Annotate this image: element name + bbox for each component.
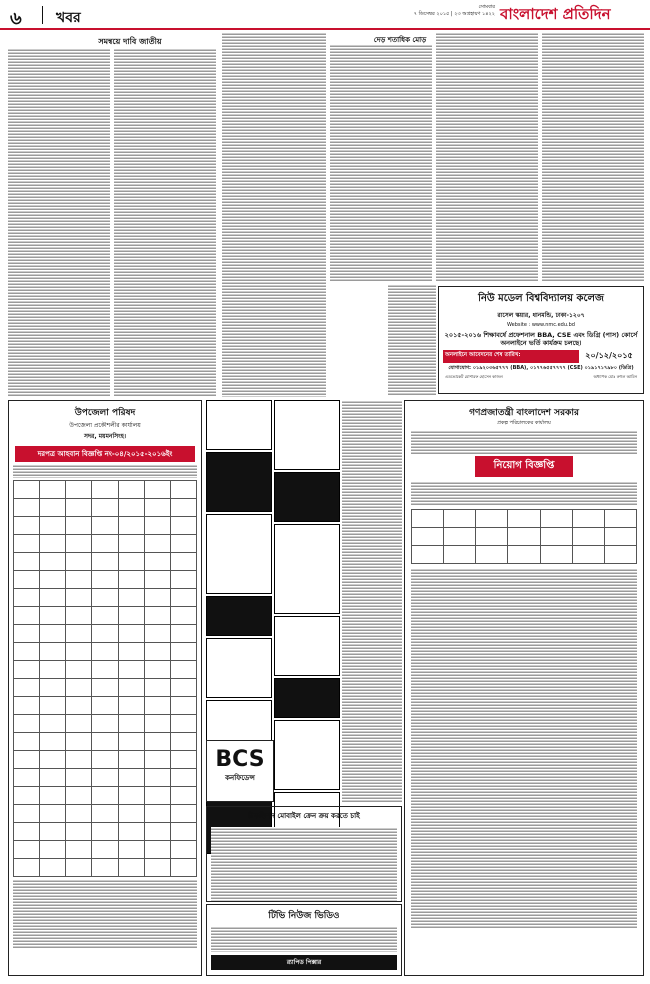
classified-ad — [206, 514, 272, 594]
table-cell — [66, 517, 92, 535]
table-cell — [66, 481, 92, 499]
table-cell — [144, 805, 170, 823]
table-cell — [540, 510, 572, 528]
table-cell — [170, 571, 196, 589]
college-title: নিউ মডেল বিশ্ববিদ্যালয় কলেজ — [478, 293, 604, 304]
table-cell — [66, 679, 92, 697]
table-cell — [144, 823, 170, 841]
mobile-crane-title: রিকন্ডিশন মোবাইল ক্রেন ক্রয় করতে চাই — [248, 812, 360, 820]
table-cell — [144, 715, 170, 733]
table-cell — [92, 733, 118, 751]
table-cell — [14, 751, 40, 769]
job-notice-title: নিয়োগ বিজ্ঞপ্তি — [475, 456, 573, 477]
table-cell — [118, 733, 144, 751]
tender-location: সদর, ময়মনসিংহ। — [83, 433, 127, 440]
weekday: সোমবার — [478, 4, 495, 10]
table-cell — [92, 859, 118, 877]
tender-grid — [13, 480, 197, 877]
table-cell — [92, 769, 118, 787]
table-cell — [14, 625, 40, 643]
bcs-label: BCS — [215, 747, 265, 772]
table-cell — [170, 787, 196, 805]
table-cell — [144, 751, 170, 769]
table-cell — [604, 510, 636, 528]
table-cell — [118, 715, 144, 733]
tender-title: দরপত্র আহবান বিজ্ঞপ্তি নং-০৪/২০১৫-২০১৬ইং — [15, 446, 195, 462]
tender-notice — [8, 400, 202, 976]
table-cell — [170, 481, 196, 499]
table-cell — [170, 823, 196, 841]
table-cell — [66, 751, 92, 769]
classified-ad — [274, 616, 340, 676]
table-row — [14, 859, 197, 877]
table-cell — [14, 841, 40, 859]
table-cell — [40, 787, 66, 805]
table-cell — [476, 510, 508, 528]
table-cell — [118, 517, 144, 535]
job-conditions — [411, 568, 637, 928]
table-cell — [118, 769, 144, 787]
table-cell — [118, 823, 144, 841]
table-cell — [170, 607, 196, 625]
table-cell — [40, 769, 66, 787]
table-cell — [14, 535, 40, 553]
table-cell — [66, 697, 92, 715]
article-col5 — [436, 32, 538, 281]
table-cell — [572, 528, 604, 546]
table-row — [14, 805, 197, 823]
tender-office: উপজেলা প্রকৌশলীর কার্যালয় — [69, 422, 141, 429]
table-cell — [40, 625, 66, 643]
table-cell — [118, 625, 144, 643]
table-cell — [118, 787, 144, 805]
table-cell — [66, 589, 92, 607]
table-cell — [92, 715, 118, 733]
table-cell — [144, 769, 170, 787]
article-col3 — [222, 32, 326, 397]
table-cell — [572, 546, 604, 564]
table-cell — [14, 769, 40, 787]
table-cell — [92, 823, 118, 841]
table-cell — [40, 571, 66, 589]
table-cell — [170, 517, 196, 535]
table-row — [412, 528, 637, 546]
classified-ad — [206, 596, 272, 636]
table-cell — [92, 607, 118, 625]
deadline-label: অনলাইনে আবেদনের শেষ তারিখ: — [443, 350, 579, 363]
full-date: ৭ ডিসেম্বর ২০১৫ | ২৩ অগ্রহায়ণ ১৪২২ — [413, 11, 495, 17]
table-cell — [14, 499, 40, 517]
table-cell — [118, 751, 144, 769]
classified-ad — [206, 452, 272, 512]
table-row — [14, 499, 197, 517]
table-cell — [40, 859, 66, 877]
table-cell — [40, 697, 66, 715]
table-cell — [476, 546, 508, 564]
job-table — [411, 509, 637, 564]
table-cell — [412, 510, 444, 528]
classified-ad — [274, 678, 340, 718]
article-col2 — [114, 48, 216, 396]
table-cell — [92, 625, 118, 643]
table-cell — [66, 643, 92, 661]
table-cell — [66, 841, 92, 859]
table-cell — [144, 841, 170, 859]
tv-news-company: র‍্যাপিড পিক্সার — [211, 955, 397, 970]
table-cell — [170, 535, 196, 553]
table-cell — [40, 751, 66, 769]
table-cell — [92, 517, 118, 535]
table-cell — [40, 841, 66, 859]
table-row — [14, 643, 197, 661]
table-cell — [572, 510, 604, 528]
table-cell — [118, 481, 144, 499]
table-cell — [14, 715, 40, 733]
college-website: Website : www.nmc.edu.bd — [507, 322, 575, 328]
classified-ad — [274, 524, 340, 614]
section-name: খবর — [56, 10, 81, 26]
table-cell — [14, 859, 40, 877]
table-cell — [14, 643, 40, 661]
table-cell — [92, 679, 118, 697]
table-cell — [66, 769, 92, 787]
table-row — [14, 787, 197, 805]
gov-org: গণপ্রজাতন্ত্রী বাংলাদেশ সরকার — [469, 408, 579, 418]
table-row — [14, 535, 197, 553]
table-cell — [118, 697, 144, 715]
classified-ad — [206, 400, 272, 450]
table-cell — [40, 661, 66, 679]
table-cell — [144, 553, 170, 571]
table-cell — [412, 528, 444, 546]
table-row — [14, 679, 197, 697]
table-cell — [144, 661, 170, 679]
table-cell — [604, 528, 636, 546]
table-cell — [14, 679, 40, 697]
table-cell — [118, 499, 144, 517]
table-cell — [170, 499, 196, 517]
table-cell — [118, 571, 144, 589]
table-cell — [66, 625, 92, 643]
mobile-crane-ad — [206, 806, 402, 902]
table-cell — [14, 661, 40, 679]
table-row — [14, 733, 197, 751]
table-cell — [40, 607, 66, 625]
classified-ad — [274, 472, 340, 522]
job-notice — [404, 400, 644, 976]
table-cell — [444, 510, 476, 528]
table-cell — [14, 571, 40, 589]
table-cell — [40, 643, 66, 661]
table-cell — [66, 535, 92, 553]
table-cell — [508, 510, 540, 528]
tender-intro — [13, 464, 197, 478]
table-row — [14, 697, 197, 715]
table-cell — [66, 661, 92, 679]
table-cell — [170, 769, 196, 787]
table-row — [14, 625, 197, 643]
table-cell — [144, 859, 170, 877]
table-cell — [444, 546, 476, 564]
table-cell — [40, 805, 66, 823]
table-cell — [118, 535, 144, 553]
table-cell — [170, 679, 196, 697]
table-cell — [14, 733, 40, 751]
table-cell — [170, 661, 196, 679]
table-cell — [118, 841, 144, 859]
article-col1 — [8, 48, 110, 396]
table-cell — [540, 528, 572, 546]
table-cell — [66, 571, 92, 589]
table-cell — [170, 751, 196, 769]
tender-footer — [13, 879, 197, 949]
table-cell — [92, 661, 118, 679]
table-cell — [170, 625, 196, 643]
principal-name: অধ্যাপক মোঃ রুহুল আমিন — [593, 374, 637, 379]
classified-col2 — [274, 400, 340, 868]
table-cell — [66, 733, 92, 751]
classified-ad — [274, 400, 340, 470]
tender-table — [13, 480, 197, 877]
newspaper-logo: বাংলাদেশ প্রতিদিন — [500, 5, 611, 23]
tv-news-title: টিভি নিউজ ভিডিও — [268, 911, 340, 921]
small-ad-col — [388, 284, 436, 396]
college-address: রাসেল স্কয়ার, ধানমন্ডি, ঢাকা-১২০৭ — [497, 312, 585, 319]
table-cell — [66, 859, 92, 877]
table-row — [412, 510, 637, 528]
table-cell — [40, 823, 66, 841]
table-cell — [144, 481, 170, 499]
table-cell — [170, 589, 196, 607]
table-row — [14, 661, 197, 679]
table-cell — [508, 546, 540, 564]
table-cell — [118, 679, 144, 697]
table-cell — [144, 679, 170, 697]
table-cell — [144, 733, 170, 751]
table-cell — [66, 553, 92, 571]
table-cell — [476, 528, 508, 546]
table-cell — [92, 553, 118, 571]
table-row — [412, 546, 637, 564]
table-row — [14, 823, 197, 841]
classified-ad — [206, 638, 272, 698]
college-headline: ২০১৫-২০১৬ শিক্ষাবর্ষে প্রফেশনাল BBA, CSE এবং ডিগ্রি (পাস) কোর্সে অনলাইনে ভর্তি কার্যক্রম চলছে। — [444, 331, 638, 347]
table-cell — [92, 535, 118, 553]
table-cell — [92, 751, 118, 769]
table-row — [14, 571, 197, 589]
table-cell — [170, 697, 196, 715]
table-cell — [604, 546, 636, 564]
table-row — [14, 481, 197, 499]
table-cell — [118, 859, 144, 877]
table-cell — [14, 589, 40, 607]
table-cell — [170, 859, 196, 877]
table-cell — [170, 805, 196, 823]
table-cell — [144, 589, 170, 607]
table-cell — [144, 571, 170, 589]
job-intro — [411, 481, 637, 505]
table-cell — [14, 481, 40, 499]
table-row — [14, 715, 197, 733]
table-cell — [40, 517, 66, 535]
table-cell — [40, 733, 66, 751]
table-cell — [92, 841, 118, 859]
table-cell — [118, 661, 144, 679]
table-cell — [118, 805, 144, 823]
table-cell — [40, 535, 66, 553]
table-cell — [92, 805, 118, 823]
table-cell — [92, 787, 118, 805]
table-cell — [92, 697, 118, 715]
deadline-date: ২০/১২/২০১৫ — [585, 351, 633, 360]
deadline-bar — [443, 350, 639, 363]
table-cell — [118, 589, 144, 607]
page-header — [0, 0, 650, 30]
table-cell — [40, 589, 66, 607]
table-cell — [118, 643, 144, 661]
table-cell — [40, 499, 66, 517]
job-grid — [411, 509, 637, 564]
table-cell — [66, 805, 92, 823]
gov-header-body — [411, 430, 637, 454]
table-cell — [92, 643, 118, 661]
table-cell — [14, 823, 40, 841]
table-cell — [14, 787, 40, 805]
bcs-ad — [206, 740, 274, 802]
table-cell — [14, 697, 40, 715]
table-cell — [66, 607, 92, 625]
article-col6 — [542, 32, 644, 281]
table-cell — [14, 805, 40, 823]
table-row — [14, 841, 197, 859]
article-col1-title: সমন্বয়ে দাবি জাতীয় — [98, 37, 162, 46]
tv-news-ad — [206, 904, 402, 976]
table-cell — [92, 481, 118, 499]
table-row — [14, 751, 197, 769]
table-cell — [14, 607, 40, 625]
mobile-crane-body — [211, 827, 397, 901]
table-cell — [144, 535, 170, 553]
table-row — [14, 553, 197, 571]
table-cell — [412, 546, 444, 564]
table-row — [14, 517, 197, 535]
table-cell — [170, 553, 196, 571]
table-cell — [66, 787, 92, 805]
table-cell — [40, 553, 66, 571]
table-cell — [92, 499, 118, 517]
tender-org: উপজেলা পরিষদ — [74, 408, 136, 418]
college-contact: যোগাযোগ: ০১৯২০৩৬৫৭৭৭ (BBA), ০১৭৭৬৫৫৭৭৭৭ (CSE) ০১৯১৭১৭৯৮০ (ডিগ্রি) — [448, 365, 634, 371]
bcs-sublabel: কনফিডেন্স — [225, 774, 255, 782]
table-cell — [540, 546, 572, 564]
table-cell — [170, 643, 196, 661]
table-cell — [66, 715, 92, 733]
table-cell — [508, 528, 540, 546]
table-cell — [170, 715, 196, 733]
table-cell — [40, 679, 66, 697]
table-cell — [144, 697, 170, 715]
mid-classified-col — [342, 400, 402, 802]
table-cell — [92, 571, 118, 589]
college-signatures — [445, 374, 637, 381]
table-row — [14, 589, 197, 607]
table-cell — [444, 528, 476, 546]
table-cell — [144, 499, 170, 517]
table-cell — [170, 841, 196, 859]
table-cell — [14, 517, 40, 535]
page-number: ৬ — [10, 8, 22, 29]
table-cell — [40, 715, 66, 733]
table-cell — [144, 607, 170, 625]
table-cell — [144, 787, 170, 805]
article-col3-title: দেড় শতাধিক মোড় — [330, 34, 470, 46]
table-cell — [14, 553, 40, 571]
table-row — [14, 607, 197, 625]
gov-office: প্রকল্প পরিচালকের কার্যালয় — [497, 420, 551, 426]
table-cell — [40, 481, 66, 499]
header-divider — [42, 6, 43, 24]
tv-news-body — [211, 926, 397, 952]
table-cell — [144, 643, 170, 661]
table-cell — [118, 553, 144, 571]
table-cell — [118, 607, 144, 625]
classified-ad — [274, 720, 340, 790]
date-line — [345, 4, 495, 18]
table-row — [14, 769, 197, 787]
table-cell — [144, 625, 170, 643]
chairman-name: এডভোকেট মোশারফ হোসেন কাজল — [445, 374, 503, 379]
table-cell — [144, 517, 170, 535]
table-cell — [66, 823, 92, 841]
college-ad — [438, 286, 644, 394]
table-cell — [170, 733, 196, 751]
table-cell — [92, 589, 118, 607]
article-col4 — [330, 44, 432, 281]
table-cell — [66, 499, 92, 517]
